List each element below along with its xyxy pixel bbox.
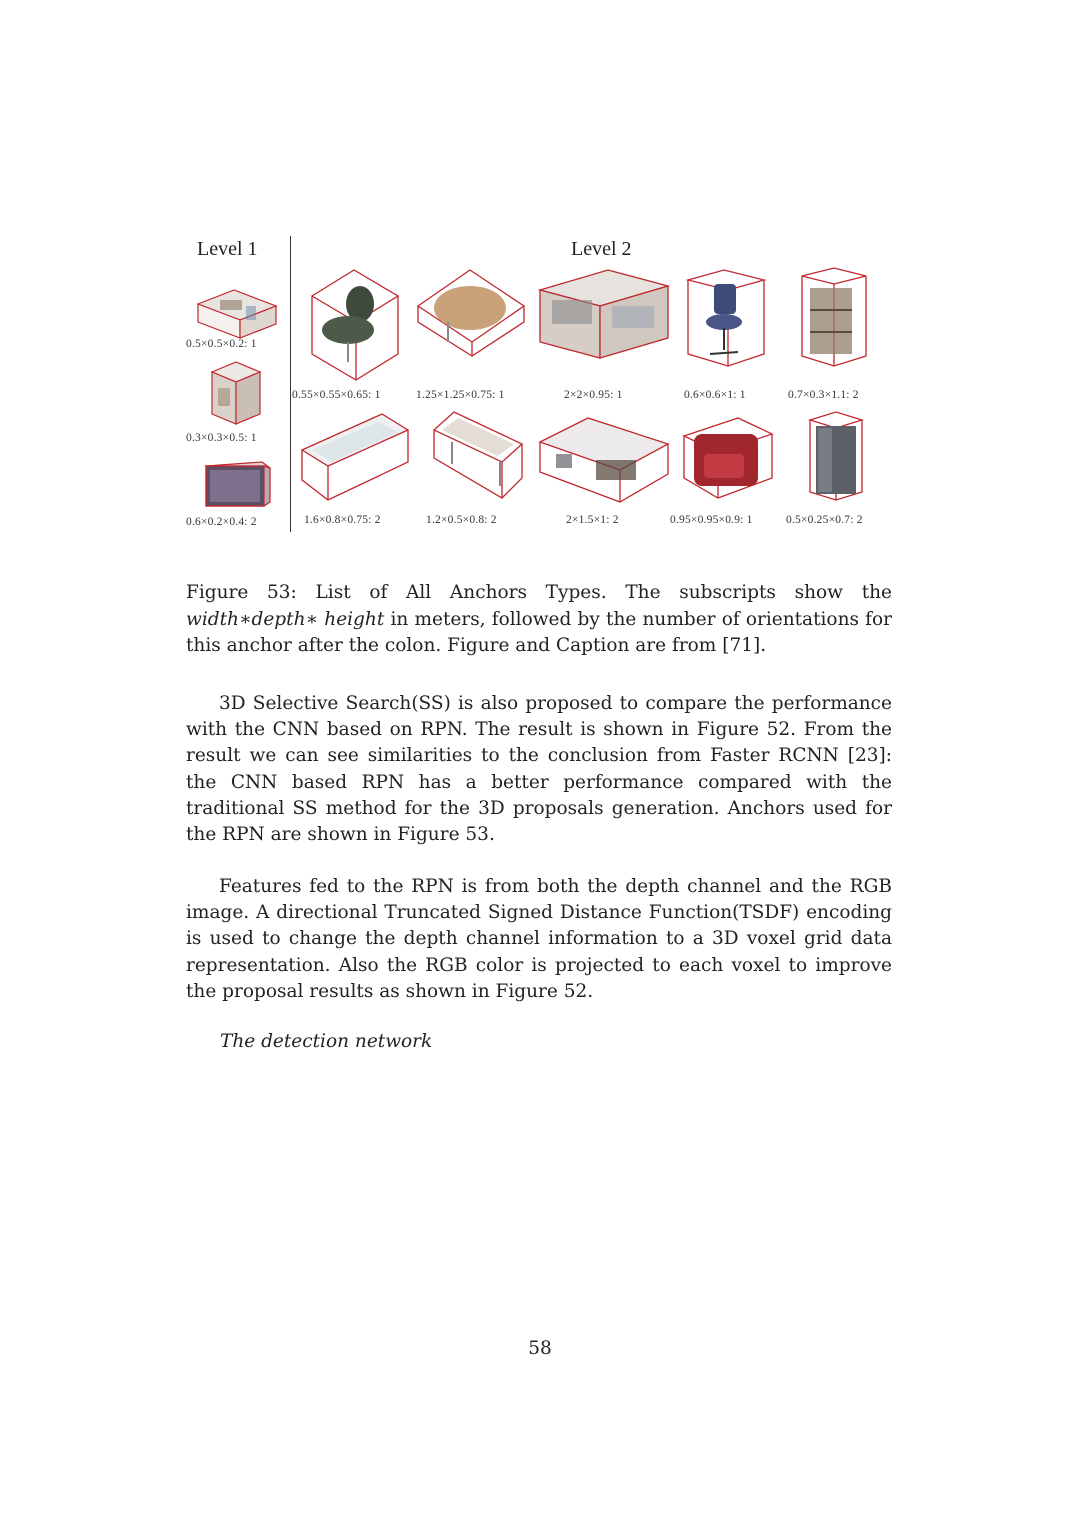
anchor-label-l1-0: 0.5×0.5×0.2: 1 [186, 338, 257, 350]
anchor-label-l2-r1-2: 2×2×0.95: 1 [564, 389, 623, 401]
anchor-label-l2-r1-3: 0.6×0.6×1: 1 [684, 389, 746, 401]
anchor-label-l2-r2-0: 1.6×0.8×0.75: 2 [304, 514, 381, 526]
anchor-figure [186, 234, 892, 534]
anchor-cell-l2-r1-2 [536, 266, 672, 362]
anchor-label-l2-r2-4: 0.5×0.25×0.7: 2 [786, 514, 863, 526]
anchor-label-l2-r1-4: 0.7×0.3×1.1: 2 [788, 389, 859, 401]
anchor-cell-l1-2 [202, 458, 274, 510]
level1-title: Level 1 [197, 238, 258, 260]
caption-italic-2: height [324, 608, 385, 630]
level2-title: Level 2 [571, 238, 632, 260]
caption-prefix: Figure 53: List of All Anchors Types. The subscripts show the [186, 582, 892, 603]
page-number: 58 [528, 1338, 552, 1359]
level-divider [290, 236, 291, 532]
body-paragraph-2: Features fed to the RPN is from both the depth channel and the RGB image. A directional Truncated Signed Distance Function(TSDF) encoding is used to change the depth channel information to a 3D voxel grid data representation. Also the RGB color is projected to each voxel to improve the proposal results as shown in Figure 52. [186, 876, 892, 1002]
anchor-cell-l2-r2-1 [430, 408, 526, 506]
anchor-cell-l2-r1-1 [414, 266, 528, 358]
anchor-cell-l2-r2-4 [806, 410, 866, 504]
anchor-label-l1-2: 0.6×0.2×0.4: 2 [186, 516, 257, 528]
anchor-label-l2-r1-0: 0.55×0.55×0.65: 1 [292, 389, 381, 401]
anchor-label-l2-r2-3: 0.95×0.95×0.9: 1 [670, 514, 753, 526]
anchor-cell-l2-r1-4 [798, 266, 870, 370]
anchor-label-l2-r1-1: 1.25×1.25×0.75: 1 [416, 389, 505, 401]
anchor-cell-l1-1 [208, 358, 264, 428]
anchor-cell-l2-r1-3 [684, 266, 768, 370]
section-heading: The detection network [220, 1031, 433, 1052]
anchor-cell-l2-r2-2 [536, 414, 672, 506]
anchor-label-l2-r2-1: 1.2×0.5×0.8: 2 [426, 514, 497, 526]
caption-italic-1: width∗depth∗ [186, 608, 319, 630]
anchor-label-l2-r2-2: 2×1.5×1: 2 [566, 514, 619, 526]
anchor-cell-l2-r2-0 [298, 410, 412, 506]
anchor-cell-l2-r2-3 [680, 414, 776, 504]
figure-caption [186, 580, 892, 660]
caption-suffix: in meters, followed by the number of orientations for this anchor after the colon. Figure and Caption are from [71]. [186, 608, 893, 656]
anchor-label-l1-1: 0.3×0.3×0.5: 1 [186, 432, 257, 444]
body-paragraph-1: 3D Selective Search(SS) is also proposed to compare the performance with the CNN based on RPN. The result is shown in Figure 52. From the result we can see similarities to the conclusion from Faster RCNN [23]: the CNN based RPN has a better performance compared with the traditional SS method for the 3D proposals generation. Anchors used for the RPN are shown in Figure 53. [186, 693, 892, 846]
anchor-cell-l2-r1-0 [308, 266, 402, 384]
anchor-cell-l1-0 [190, 284, 280, 342]
